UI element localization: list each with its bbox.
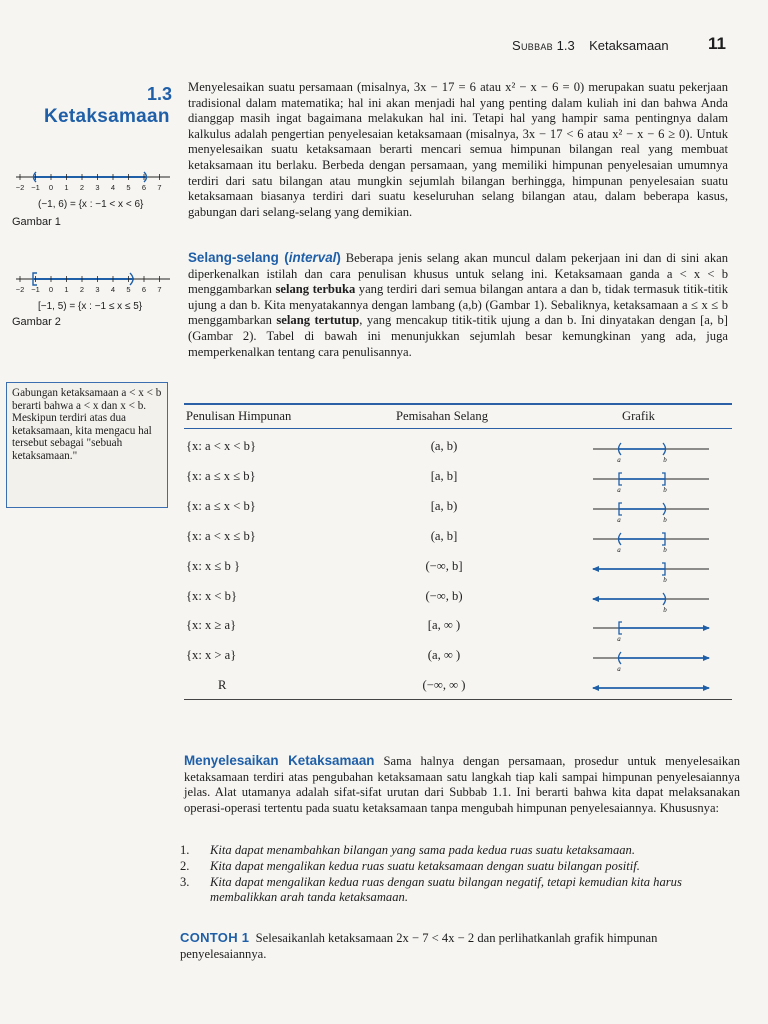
interval-graph	[589, 587, 713, 615]
svg-text:b: b	[663, 545, 667, 554]
table-row	[184, 616, 732, 646]
table-top-rule	[184, 403, 732, 405]
tick-label: 6	[141, 285, 147, 294]
interval-text-3: , yang mencakup titik-titik ujung a dan b. Ini dinyatakan dengan [a, b] (Gambar 2). Tabel di bawah ini menunjukkan sejumlah besar kemungkinan yang ada, juga memperkenalkan tentang cara penulisannya.	[188, 313, 728, 359]
graph-cell	[589, 646, 713, 678]
example-label: CONTOH 1	[180, 930, 250, 945]
interval-notation-cell: [a, b)	[430, 498, 458, 513]
interval-heading-close: )	[336, 250, 341, 265]
figure-2-caption: [−1, 5) = {x : −1 ≤ x ≤ 5}	[38, 301, 143, 312]
subbab-number: 1.3	[556, 38, 575, 53]
tick-label: 7	[157, 183, 162, 192]
page-number: 11	[708, 34, 726, 53]
interval-text-2: yang terdiri dari semua bilangan antara a dan b, tidak termasuk titik-titik ujung a dan b. Kita menyatakannya dengan lambang (a,b) (Gambar 1). Sebaliknya, ketaksamaan a ≤ x ≤ b menggambarkan	[188, 282, 728, 328]
table-row	[184, 676, 732, 706]
rule-number: 1.	[180, 843, 190, 857]
graph-cell	[589, 587, 713, 619]
solve-heading: Menyelesaikan Ketaksamaan	[184, 753, 375, 768]
figure-1	[12, 168, 172, 210]
interval-graph	[589, 646, 713, 674]
tick-label: 4	[110, 285, 116, 294]
margin-note	[6, 382, 168, 508]
set-notation-cell: {x: x > a}	[186, 648, 237, 663]
svg-text:a: a	[617, 515, 621, 524]
margin-note-text: Gabungan ketaksamaan a < x < b berarti bahwa a < x dan x < b. Meskipun terdiri atas dua ketaksamaan, kita mengacu hal tersebut sebagai "sebuah ketaksamaan."	[12, 387, 162, 462]
svg-text:b: b	[663, 456, 667, 464]
interval-heading-text: Selang-selang (	[188, 250, 289, 265]
interval-notation-cell: (−∞, b]	[425, 558, 463, 573]
svg-text:b: b	[663, 605, 667, 614]
svg-text:a: a	[617, 665, 621, 674]
list-item	[180, 875, 740, 907]
graph-cell	[589, 467, 713, 499]
running-head-title: Ketaksamaan	[589, 38, 669, 53]
table-row	[184, 467, 732, 497]
running-head	[512, 38, 669, 53]
interval-graph	[589, 497, 713, 525]
svg-text:b: b	[663, 515, 667, 524]
number-line-open	[12, 168, 172, 200]
interval-heading	[188, 250, 341, 265]
graph-cell	[589, 497, 713, 529]
set-notation-cell: R	[218, 678, 227, 693]
tick-label: 5	[126, 285, 131, 294]
table-bottom-rule	[184, 699, 732, 700]
example-1	[180, 930, 740, 962]
tick-label: 0	[48, 183, 54, 192]
interval-graph	[589, 557, 713, 585]
svg-text:a: a	[617, 456, 621, 464]
subbab-label: Subbab	[512, 38, 553, 53]
graph-cell	[589, 527, 713, 559]
tick-label: 6	[141, 183, 147, 192]
tick-label: 1	[64, 183, 69, 192]
header-set-notation: Penulisan Himpunan	[186, 409, 292, 423]
interval-graph	[589, 437, 713, 465]
rule-text: Kita dapat menambahkan bilangan yang sama pada kedua ruas suatu ketaksamaan.	[210, 843, 636, 857]
tick-label: 4	[110, 183, 116, 192]
figure-1-label: Gambar 1	[12, 216, 61, 228]
interval-notation-cell: [a, ∞ )	[427, 618, 461, 633]
solve-paragraph	[184, 753, 740, 816]
rule-text: Kita dapat mengalikan kedua ruas dengan suatu bilangan negatif, tetapi kemudian kita harus membalikkan arah tanda ketaksamaan.	[210, 874, 682, 905]
svg-text:b: b	[663, 485, 667, 494]
term-open-interval: selang terbuka	[275, 282, 356, 297]
interval-graph	[589, 467, 713, 495]
interval-paragraph	[188, 250, 728, 360]
tick-label: −2	[15, 183, 25, 192]
list-item	[180, 843, 740, 859]
figure-2	[12, 270, 172, 312]
number-line-closed	[12, 270, 172, 302]
svg-text:b: b	[663, 575, 667, 584]
section-number: 1.3	[146, 84, 172, 104]
list-item	[180, 859, 740, 875]
tick-label: −1	[31, 183, 40, 192]
example-text: Selesaikanlah ketaksamaan 2x − 7 < 4x − 2 dan perlihatkanlah grafik himpunan penyelesaiannya.	[180, 931, 658, 961]
interval-graph	[589, 616, 713, 644]
interval-heading-italic: interval	[288, 250, 337, 265]
set-notation-cell: {x: a ≤ x < b}	[186, 498, 256, 513]
rule-number: 2.	[180, 858, 190, 873]
graph-cell	[589, 437, 713, 469]
set-notation-cell: {x: a < x < b}	[186, 439, 257, 453]
tick-label: −1	[31, 285, 40, 294]
term-closed-interval: selang tertutup	[276, 313, 360, 328]
header-interval-notation: Pemisahan Selang	[396, 409, 488, 423]
tick-label: −2	[15, 285, 25, 294]
figure-1-caption: (−1, 6) = {x : −1 < x < 6}	[38, 199, 144, 210]
interval-notation-cell: (−∞, ∞ )	[422, 678, 466, 693]
table-row	[184, 527, 732, 557]
graph-cell	[589, 557, 713, 589]
rule-number: 3.	[180, 874, 190, 889]
tick-label: 0	[48, 285, 54, 294]
svg-text:a: a	[617, 635, 621, 644]
table-row	[184, 646, 732, 676]
rules-list	[180, 843, 740, 906]
section-title: Ketaksamaan	[44, 106, 170, 127]
table-row	[184, 587, 732, 617]
set-notation-cell: {x: a < x ≤ b}	[186, 528, 256, 543]
set-notation-cell: {x: x < b}	[186, 588, 238, 603]
interval-notation-cell: (a, b]	[430, 528, 458, 543]
interval-notation-cell: (a, ∞ )	[427, 648, 461, 663]
table-header-rule	[184, 428, 732, 429]
table-row	[184, 437, 732, 467]
interval-graph	[589, 527, 713, 555]
table-row	[184, 557, 732, 587]
intro-text: Menyelesaikan suatu persamaan (misalnya, 3x − 17 = 6 atau x² − x − 6 = 0) merupakan suatu pekerjaan tradisional dalam matematika; hal ini akan menjadi hal yang penting dalam kuliah ini dan bahwa Anda dianggap masih ingat bagaimana melakukan hal ini. Tetapi hal yang hampir sama pentingnya dalam kalkulus adalah pengertian penyelesaian ketaksamaan (misalnya, 3x − 17 < 6 atau x² − x − 6 ≥ 0). Untuk menyelesaikan suatu ketaksamaan berarti mencari semua himpunan bilangan real yang membuat ketaksamaan itu berlaku. Berbeda dengan persamaan, yang memiliki himpunan penyelesaian umumnya terdiri dari satu bilangan atau mungkin sejumlah bilangan berhingga, himpunan penyelesaian suatu ketaksamaan biasanya terdiri dari suatu keseluruhan selang bilangan atau, dalam beberapa kasus, gabungan dari selang-selang yang demikian.	[188, 80, 728, 219]
svg-text:a: a	[617, 485, 621, 494]
interval-table	[184, 403, 732, 703]
set-notation-cell: {x: a ≤ x ≤ b}	[186, 468, 256, 483]
intro-paragraph	[188, 80, 728, 220]
tick-label: 3	[95, 183, 100, 192]
rule-text: Kita dapat mengalikan kedua ruas suatu ketaksamaan dengan suatu bilangan positif.	[210, 858, 640, 873]
figure-2-label: Gambar 2	[12, 316, 61, 328]
tick-label: 1	[64, 285, 69, 294]
interval-notation-cell: [a, b]	[430, 468, 458, 483]
tick-label: 2	[79, 183, 85, 192]
set-notation-cell: {x: x ≥ a}	[186, 618, 237, 633]
header-graph: Grafik	[622, 409, 655, 423]
table-row	[184, 497, 732, 527]
graph-cell	[589, 616, 713, 648]
svg-text:a: a	[617, 545, 621, 554]
interval-notation-cell: (a, b)	[430, 439, 458, 453]
tick-label: 7	[157, 285, 162, 294]
tick-label: 5	[126, 183, 131, 192]
graph-cell	[589, 676, 713, 708]
solve-text: Sama halnya dengan persamaan, prosedur untuk menyelesaikan ketaksamaan terdiri atas pengubahan ketaksamaan satu langkah tiap kali sampai himpunan penyelesaiannya jelas. Alat utamanya adalah sifat-sifat urutan dari Subbab 1.1. Ini berarti bahwa kita dapat melaksanakan operasi-operasi tertentu pada suatu ketaksamaan tanpa mengubah himpunan penyelesaiannya. Khususnya:	[184, 754, 740, 815]
set-notation-cell: {x: x ≤ b }	[186, 558, 240, 573]
tick-label: 2	[79, 285, 85, 294]
interval-notation-cell: (−∞, b)	[425, 588, 463, 603]
interval-text-1: Beberapa jenis selang akan muncul dalam pekerjaan ini dan di sini akan diperkenalkan istilah dan cara penulisan khusus untuk selang ini. Ketaksamaan ganda a < x < b menggambarkan	[188, 251, 728, 297]
tick-label: 3	[95, 285, 100, 294]
